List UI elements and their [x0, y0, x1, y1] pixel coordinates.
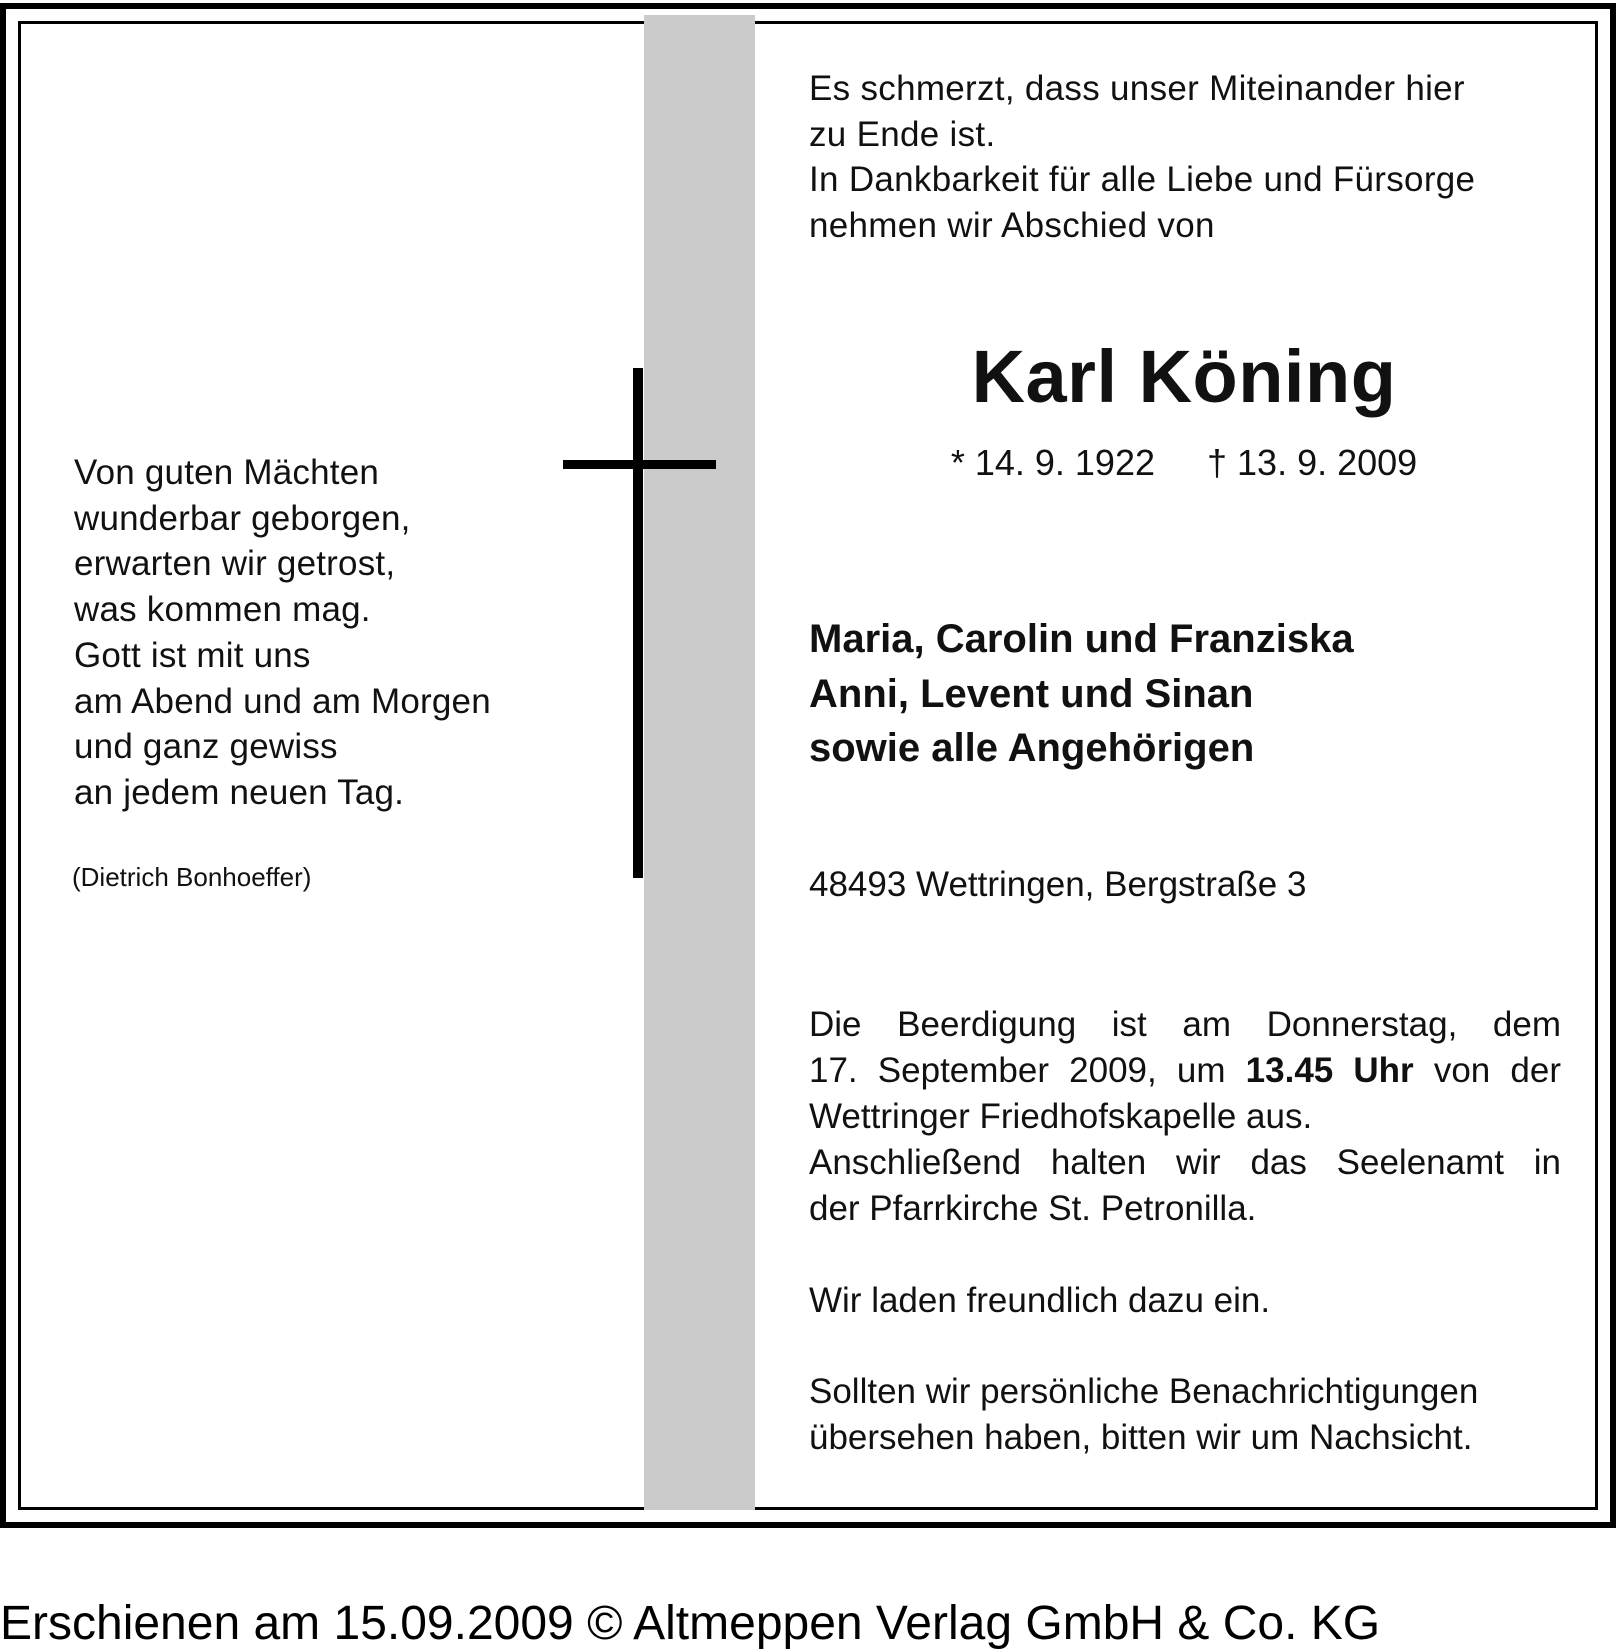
funeral-line: der Pfarrkirche St. Petronilla. [809, 1189, 1257, 1228]
gray-band [644, 15, 755, 1510]
funeral-time: 13.45 Uhr [1245, 1051, 1414, 1090]
life-dates [809, 438, 1559, 488]
poem-line: wunderbar geborgen, [74, 498, 411, 538]
cross-horizontal-bar [563, 460, 716, 469]
poem-line: erwarten wir getrost, [74, 544, 396, 584]
intro-line: zu Ende ist. [809, 114, 996, 154]
funeral-line: Anschließend halten wir das Seelenamt in [809, 1143, 1561, 1182]
poem-line: am Abend und am Morgen [74, 681, 491, 721]
poem-line: an jedem neuen Tag. [74, 772, 405, 812]
poem [74, 450, 574, 816]
poem-line: Von guten Mächten [74, 453, 380, 492]
death-date: † 13. 9. 2009 [1207, 442, 1418, 483]
intro-text [809, 66, 1569, 248]
apology-line: übersehen haben, bitten wir um Nachsicht. [809, 1418, 1473, 1457]
apology-line: Sollten wir persönliche Benachrichtigungen [809, 1372, 1479, 1411]
birth-date: * 14. 9. 1922 [950, 442, 1155, 483]
address: 48493 Wettringen, Bergstraße 3 [809, 865, 1307, 904]
apology-note [809, 1369, 1569, 1461]
funeral-line: Wettringer Friedhofskapelle aus. [809, 1097, 1313, 1136]
funeral-date-text-end: von der [1413, 1051, 1562, 1090]
mourners-line: sowie alle Angehörigen [809, 726, 1255, 770]
funeral-details [809, 1002, 1561, 1232]
funeral-line: Die Beerdigung ist am Donnerstag, dem [809, 1005, 1561, 1044]
intro-line: In Dankbarkeit für alle Liebe und Fürsorge [809, 160, 1476, 199]
cross-vertical-bar [633, 368, 643, 878]
funeral-line [809, 1048, 1561, 1094]
intro-line: Es schmerzt, dass unser Miteinander hier [809, 69, 1465, 108]
publication-footer: Erschienen am 15.09.2009 © Altmeppen Verlag GmbH & Co. KG [0, 1597, 1381, 1650]
mourners-line: Maria, Carolin und Franziska [809, 617, 1354, 661]
poem-line: Gott ist mit uns [74, 635, 311, 675]
poem-line: und ganz gewiss [74, 727, 338, 767]
mourners-line: Anni, Levent und Sinan [809, 671, 1254, 716]
poem-author: (Dietrich Bonhoeffer) [72, 862, 312, 892]
mourners [809, 612, 1569, 776]
poem-line: was kommen mag. [74, 590, 371, 630]
deceased-name: Karl Köning [971, 335, 1397, 418]
intro-line: nehmen wir Abschied von [809, 205, 1215, 245]
funeral-date-text: 17. September 2009, um [809, 1051, 1246, 1090]
invitation: Wir laden freundlich dazu ein. [809, 1281, 1271, 1320]
